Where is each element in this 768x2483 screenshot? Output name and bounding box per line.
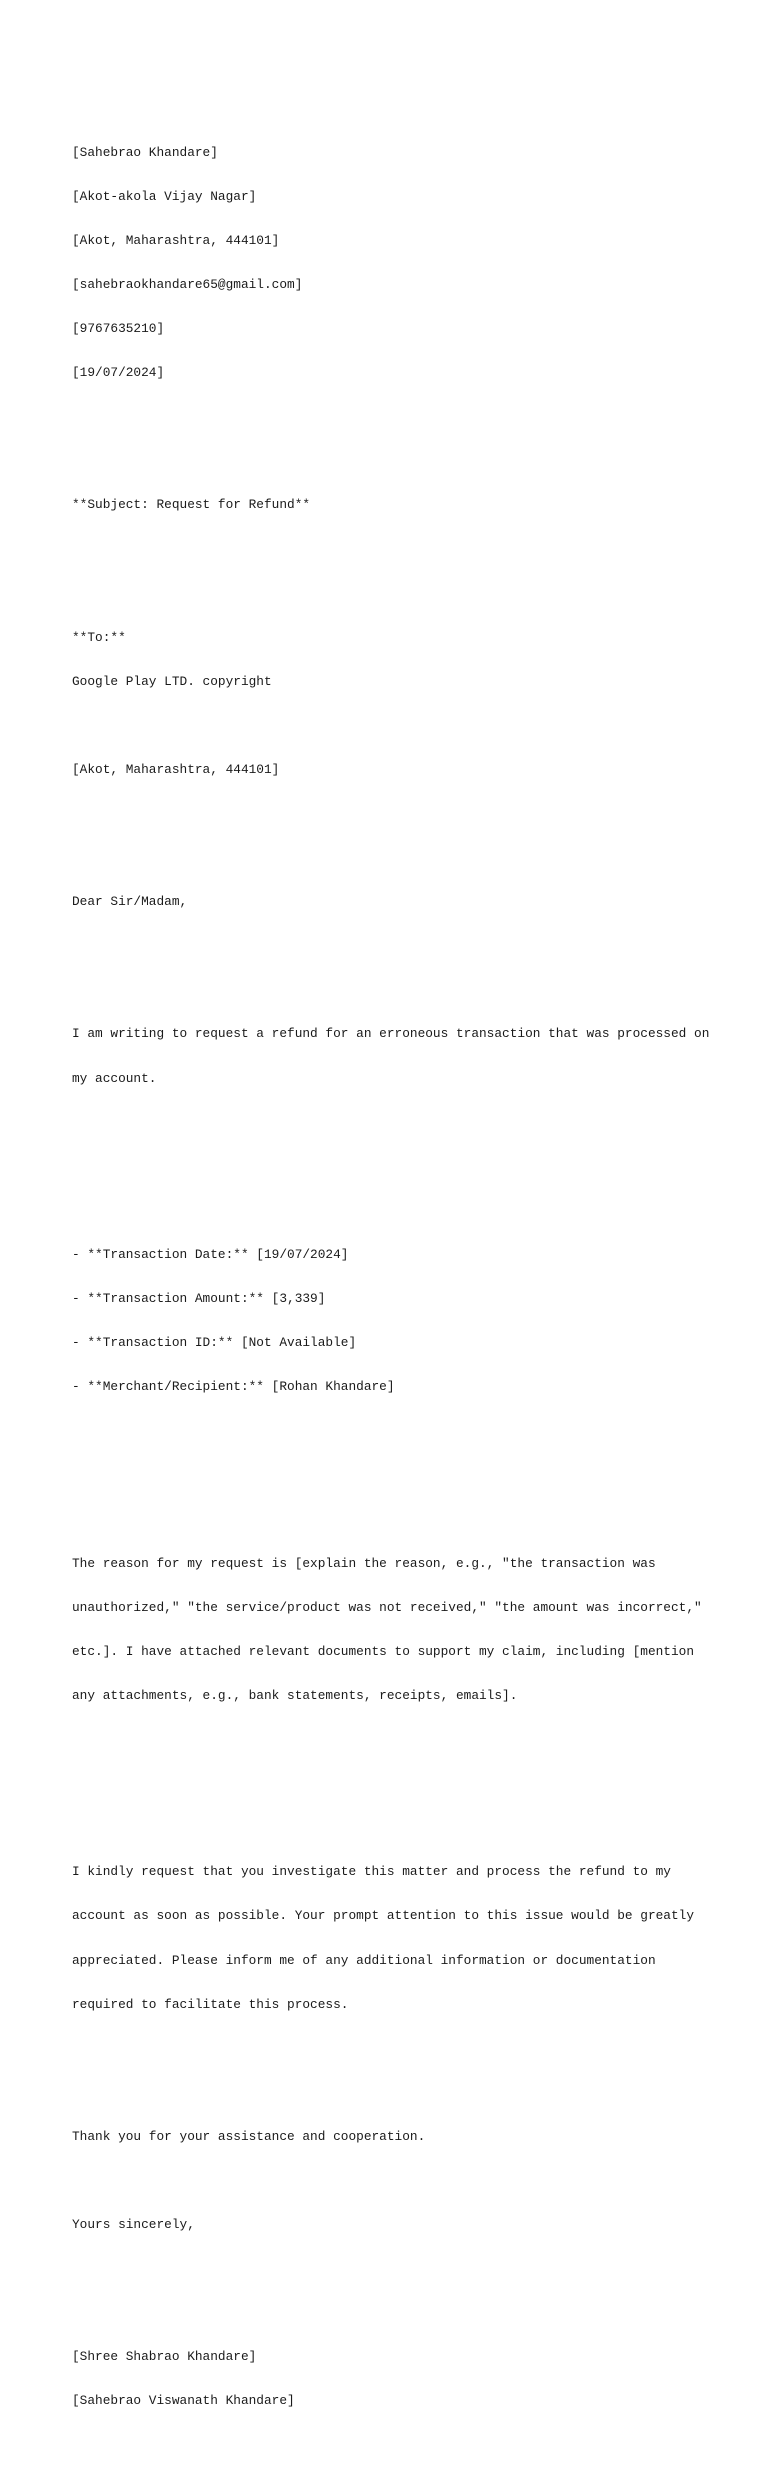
subject-line: **Subject: Request for Refund** — [72, 497, 311, 513]
sender-city: [Akot, Maharashtra, 444101] — [72, 232, 280, 248]
reason-line: etc.]. I have attached relevant documents to support my claim, including [mention — [72, 1643, 695, 1659]
intro-line: my account. — [72, 1070, 157, 1086]
reason-line: any attachments, e.g., bank statements, receipts, emails]. — [72, 1687, 518, 1703]
signature-line-1: [Shree Shabrao Khandare] — [72, 2349, 257, 2365]
transaction-merchant: - **Merchant/Recipient:** [Rohan Khandare] — [72, 1379, 395, 1395]
request-paragraph — [72, 1836, 712, 2042]
transaction-id: - **Transaction ID:** [Not Available] — [72, 1335, 357, 1351]
intro-paragraph — [72, 998, 712, 1116]
sender-name: [Sahebrao Khandare] — [72, 144, 218, 160]
transaction-amount: - **Transaction Amount:** [3,339] — [72, 1291, 326, 1307]
request-line: required to facilitate this process. — [72, 1996, 349, 2012]
transaction-list — [72, 1219, 712, 1425]
reason-line: unauthorized," "the service/product was not received," "the amount was incorrect," — [72, 1599, 702, 1615]
reason-paragraph — [72, 1527, 712, 1733]
reason-line: The reason for my request is [explain the reason, e.g., "the transaction was — [72, 1555, 656, 1571]
sender-block — [72, 116, 712, 410]
letter-body — [72, 72, 712, 2483]
recipient-block — [72, 601, 712, 807]
to-label: **To:** — [72, 629, 126, 645]
recipient-name: Google Play LTD. copyright — [72, 673, 272, 689]
thanks-line: Thank you for your assistance and cooperation. — [72, 2128, 426, 2144]
signature-line-2: [Sahebrao Viswanath Khandare] — [72, 2393, 295, 2409]
sender-phone: [9767635210] — [72, 320, 165, 336]
sender-date: [19/07/2024] — [72, 364, 165, 380]
intro-line: I am writing to request a refund for an erroneous transaction that was processed on — [72, 1026, 710, 1042]
sender-email: [sahebraokhandare65@gmail.com] — [72, 276, 303, 292]
sender-address: [Akot-akola Vijay Nagar] — [72, 188, 257, 204]
closing-line: Yours sincerely, — [72, 2217, 195, 2233]
transaction-date: - **Transaction Date:** [19/07/2024] — [72, 1246, 349, 1262]
request-line: appreciated. Please inform me of any additional information or documentation — [72, 1952, 656, 1968]
recipient-address: [Akot, Maharashtra, 444101] — [72, 761, 280, 777]
signature-block — [72, 2321, 712, 2439]
request-line: account as soon as possible. Your prompt attention to this issue would be greatly — [72, 1908, 695, 1924]
request-line: I kindly request that you investigate this matter and process the refund to my — [72, 1864, 671, 1880]
salutation: Dear Sir/Madam, — [72, 894, 188, 910]
